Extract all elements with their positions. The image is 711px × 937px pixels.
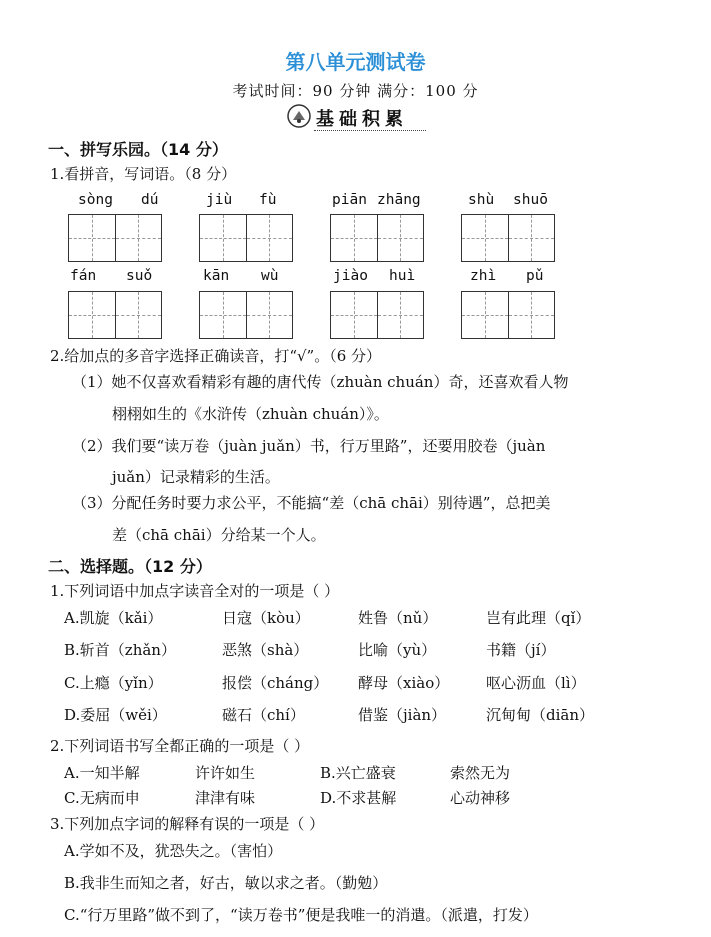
pinyin: huì	[389, 268, 416, 284]
option-cell: 书籍（jí）	[486, 641, 556, 659]
banner-underline	[314, 130, 426, 131]
pinyin: zhì	[470, 268, 497, 284]
option-cell: 岂有此理（qǐ）	[486, 609, 591, 627]
pinyin: kān	[203, 268, 230, 284]
option-cell: 借鉴（jiàn）	[358, 706, 447, 724]
section-1-title: 一、拼写乐园。（14 分）	[48, 140, 228, 159]
option-cell: A.一知半解	[64, 764, 140, 782]
q2-line: 差（chā chāi）分给某一个人。	[112, 526, 326, 544]
q2-line: 栩栩如生的《水浒传（zhuàn chuán）》。	[112, 405, 389, 423]
writing-box[interactable]	[68, 214, 162, 262]
option-cell: C.无病而申	[64, 789, 140, 807]
pinyin: wù	[261, 268, 279, 284]
option-cell: 许许如生	[195, 764, 256, 782]
option-cell: B.兴亡盛衰	[320, 764, 396, 782]
scroll-icon	[286, 103, 312, 129]
option-cell: 磁石（chí）	[222, 706, 305, 724]
option-cell: 姓鲁（nǔ）	[358, 609, 438, 627]
banner-title: 基础积累	[316, 109, 408, 130]
option-cell: 日寇（kòu）	[222, 609, 310, 627]
writing-box[interactable]	[68, 291, 162, 339]
option-line: A.学如不及，犹恐失之。（害怕）	[64, 842, 283, 860]
page-title: 第八单元测试卷	[285, 50, 426, 74]
option-cell: 酵母（xiào）	[358, 674, 450, 692]
pinyin: jiù	[206, 192, 233, 208]
pinyin: shuō	[513, 192, 548, 208]
option-cell: A.凯旋（kǎi）	[64, 609, 163, 627]
q2-1-stem: 1.下列词语中加点字读音全对的一项是（ ）	[50, 582, 340, 600]
option-cell: D.委屈（wěi）	[64, 706, 167, 724]
option-cell: B.斩首（zhǎn）	[64, 641, 176, 659]
pinyin: dú	[141, 192, 159, 208]
writing-box[interactable]	[461, 214, 555, 262]
writing-box[interactable]	[461, 291, 555, 339]
writing-box[interactable]	[330, 214, 424, 262]
q2-line: （2）我们要“读万卷（juàn juǎn）书，行万里路”，还要用胶卷（juàn	[72, 437, 546, 455]
section-2-title: 二、选择题。（12 分）	[48, 557, 212, 576]
pinyin: zhāng	[377, 192, 421, 208]
exam-meta: 考试时间：90 分钟 满分：100 分	[232, 82, 479, 100]
q2-2-stem: 2.下列词语书写全都正确的一项是（ ）	[50, 737, 310, 755]
pinyin: sòng	[78, 192, 113, 208]
writing-box[interactable]	[199, 291, 293, 339]
q2-line: juǎn）记录精彩的生活。	[112, 468, 280, 486]
option-cell: C.上瘾（yǐn）	[64, 674, 163, 692]
option-cell: 比喻（yù）	[358, 641, 437, 659]
pinyin: pǔ	[526, 268, 544, 284]
pinyin: fán	[70, 268, 97, 284]
option-cell: 报偿（cháng）	[222, 674, 329, 692]
q2-line: （1）她不仅喜欢看精彩有趣的唐代传（zhuàn chuán）奇，还喜欢看人物	[72, 373, 569, 391]
pinyin: shù	[468, 192, 495, 208]
pinyin: suǒ	[126, 268, 153, 284]
option-line: C.“行万里路”做不到了，“读万卷书”便是我唯一的消遣。（派遣，打发）	[64, 906, 538, 924]
option-cell: 索然无为	[450, 764, 511, 782]
q2-line: （3）分配任务时要力求公平，不能搞“差（chā chāi）别待遇”，总把美	[72, 494, 551, 512]
option-cell: 恶煞（shà）	[222, 641, 309, 659]
pinyin: fù	[259, 192, 277, 208]
option-line: B.我非生而知之者，好古，敏以求之者。（勤勉）	[64, 874, 388, 892]
q2-stem: 2.给加点的多音字选择正确读音，打“√”。（6 分）	[50, 347, 382, 365]
q2-3-stem: 3.下列加点字词的解释有误的一项是（ ）	[50, 815, 325, 833]
option-cell: D.不求甚解	[320, 789, 397, 807]
option-cell: 沉甸甸（diān）	[486, 706, 595, 724]
writing-box[interactable]	[330, 291, 424, 339]
option-cell: 津津有味	[195, 789, 256, 807]
writing-box[interactable]	[199, 214, 293, 262]
option-cell: 心动神移	[450, 789, 511, 807]
pinyin: jiào	[333, 268, 368, 284]
q1-stem: 1.看拼音，写词语。（8 分）	[50, 165, 237, 183]
option-cell: 呕心沥血（lì）	[486, 674, 586, 692]
pinyin: piān	[332, 192, 367, 208]
